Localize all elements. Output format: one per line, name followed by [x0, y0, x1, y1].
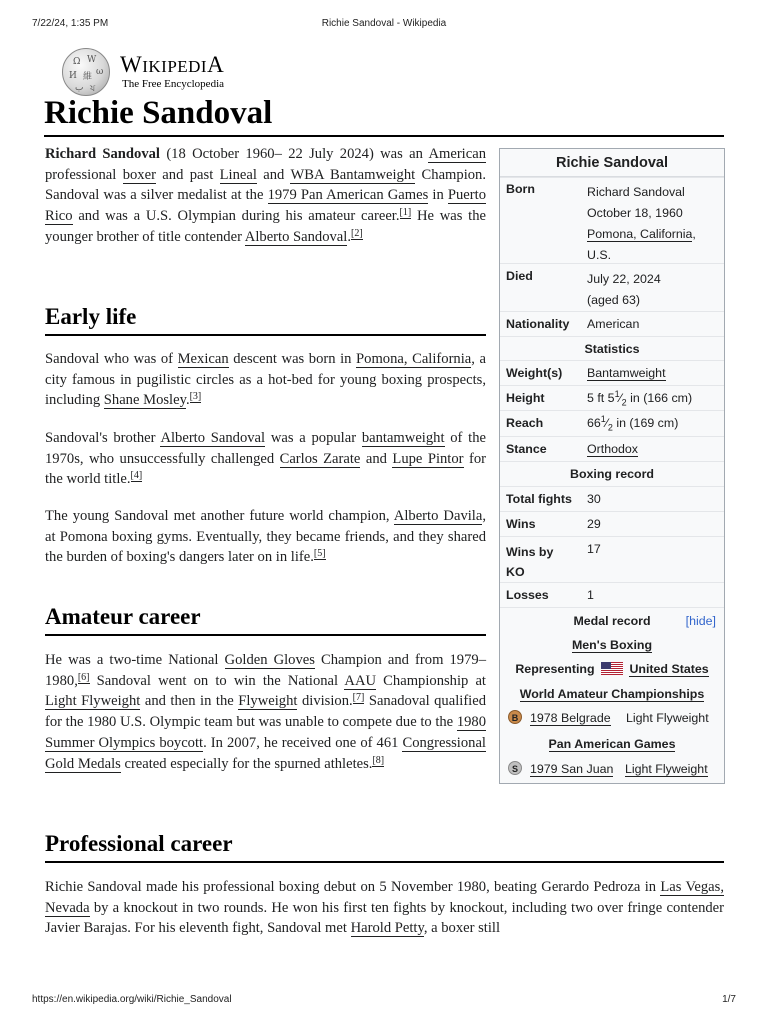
link-pan-american-games[interactable]: Pan American Games: [548, 737, 676, 751]
link-boxer[interactable]: boxer: [122, 166, 156, 183]
heading-professional-career: Professional career: [45, 831, 233, 856]
title-divider: [44, 135, 724, 137]
puzzle-globe-icon: Ω W И 維 ω ب য: [62, 48, 110, 96]
link-light-flyweight[interactable]: Light Flyweight: [45, 693, 141, 710]
infobox-title: Richie Sandoval: [500, 149, 724, 177]
link-bantamweight[interactable]: bantamweight: [361, 430, 445, 446]
ref-2[interactable]: [2]: [351, 227, 363, 239]
link-lineal[interactable]: Lineal: [219, 166, 257, 183]
early-life-paragraph-3: The young Sandoval met another future world champion, Alberto Davila, at Pomona boxing gyms. Eventually, they became friends, and they shared the burden of boxing's dangers later on in life.[5]: [45, 508, 486, 566]
link-mexican[interactable]: Mexican: [177, 351, 229, 367]
us-flag-icon: [601, 662, 623, 675]
early-life-paragraph-1: Sandoval who was of Mexican descent was born in Pomona, California, a city famous in pugilistic circles as a hot-bed for young boxing prospects, including Shane Mosley.[3]: [45, 351, 486, 409]
heading-amateur-career: Amateur career: [45, 604, 201, 629]
infobox-row-weight: Weight(s) Bantamweight: [500, 360, 724, 385]
medal-row-pag: [500, 756, 724, 782]
infobox: [499, 148, 725, 784]
link-mens-boxing[interactable]: Men's Boxing: [571, 638, 653, 652]
link-harold-petty[interactable]: Harold Petty: [350, 920, 424, 937]
print-header: [32, 18, 736, 32]
link-congressional-gold-medals[interactable]: Congressional Gold Medals: [45, 734, 486, 772]
infobox-medal-header: Medal record [hide]: [500, 607, 724, 633]
link-infobox-pomona[interactable]: Pomona, California: [587, 227, 693, 241]
infobox-row-losses: Losses 1: [500, 582, 724, 607]
print-footer: [32, 994, 736, 1005]
infobox-row-wins: Wins 29: [500, 511, 724, 536]
heading-early-life: Early life: [45, 304, 137, 329]
ref-8[interactable]: [8]: [372, 754, 385, 766]
professional-divider: [45, 861, 724, 863]
infobox-row-born: Born Richard Sandoval October 18, 1960 Pomona, California, U.S.: [500, 177, 724, 263]
link-pomona-california[interactable]: Pomona, California: [356, 351, 472, 367]
hide-medal-record-button[interactable]: [hide]: [685, 614, 716, 628]
professional-paragraph: Richie Sandoval made his professional boxing debut on 5 November 1980, beating Gerardo Pedroza in Las Vegas, Nevada by a knockout in two rounds. He won his first ten fights by knockout, including two over fringe contender Javier Barajas. For his eleventh fight, Sandoval met Harold Petty, a boxer still: [45, 879, 724, 937]
intro-paragraph: Richard Sandoval (18 October 1960– 22 July 2024) was an American professional boxer and past Lineal and WBA Bantamweight Champion. Sandoval was a silver medalist at the 1979 Pan American Games in Puerto Rico and was a U.S. Olympian during his amateur career.[1] He was the younger brother of title contender Alberto Sandoval.[2]: [45, 146, 486, 245]
wikipedia-wordmark: WIKIPEDIA: [120, 52, 225, 77]
infobox-record-header: Boxing record: [500, 461, 724, 486]
link-infobox-orthodox[interactable]: Orthodox: [587, 442, 638, 456]
link-1980-olympics-boycott[interactable]: 1980 Summer Olympics boycott: [45, 714, 486, 751]
medal-representing: Representing United States: [515, 662, 709, 676]
silver-medal-icon: S: [508, 761, 522, 775]
link-pag-light-flyweight[interactable]: Light Flyweight: [625, 762, 708, 776]
infobox-row-died: Died July 22, 2024 (aged 63): [500, 263, 724, 311]
link-carlos-zarate[interactable]: Carlos Zarate: [279, 450, 361, 467]
ref-4[interactable]: [4]: [130, 470, 143, 482]
link-alberto-sandoval[interactable]: Alberto Sandoval: [244, 228, 348, 245]
page-title: Richie Sandoval: [44, 95, 273, 131]
link-world-amateur-championships[interactable]: World Amateur Championships: [519, 687, 705, 701]
link-golden-gloves[interactable]: Golden Gloves: [224, 652, 315, 668]
link-1979-san-juan[interactable]: 1979 San Juan: [530, 762, 614, 776]
link-infobox-bantamweight[interactable]: Bantamweight: [587, 366, 666, 380]
amateur-divider: [45, 634, 486, 636]
ref-6[interactable]: [6]: [77, 671, 90, 683]
link-las-vegas-nevada[interactable]: Las Vegas, Nevada: [45, 879, 724, 916]
link-lupe-pintor[interactable]: Lupe Pintor: [392, 450, 464, 467]
infobox-row-reach: Reach $66^1⁄_2$ in (169 cm): [500, 410, 724, 436]
link-wba-bantamweight[interactable]: WBA Bantamweight: [290, 166, 416, 183]
ref-7[interactable]: [7]: [352, 692, 365, 704]
ref-5[interactable]: [5]: [313, 548, 326, 560]
link-american[interactable]: American: [428, 146, 486, 162]
print-url: https://en.wikipedia.org/wiki/Richie_Sandoval: [32, 994, 232, 1005]
print-page-number: 1/7: [722, 994, 736, 1005]
medal-competition-wac: [500, 682, 724, 706]
infobox-row-height: Height 5 ft $5^1⁄_2$ in (166 cm): [500, 385, 724, 410]
infobox-row-nationality: Nationality American: [500, 311, 724, 336]
medal-row-wac: B 1978 Belgrade Light Flyweight: [500, 706, 724, 730]
link-united-states[interactable]: United States: [629, 662, 709, 676]
medal-competition-pag: [500, 732, 724, 756]
bronze-medal-icon: B: [508, 710, 522, 724]
ref-3[interactable]: [3]: [189, 391, 202, 403]
ref-1[interactable]: [1]: [399, 207, 412, 219]
medal-sport: [500, 633, 724, 657]
link-shane-mosley[interactable]: Shane Mosley: [103, 392, 186, 409]
infobox-row-total-fights: Total fights 30: [500, 486, 724, 511]
link-flyweight[interactable]: Flyweight: [238, 693, 298, 710]
infobox-row-wins-by-ko: Wins by KO 17: [500, 536, 724, 582]
amateur-paragraph: He was a two-time National Golden Gloves Champion and from 1979–1980,[6] Sandoval went on to win the National AAU Championship at Light Flyweight and then in the Flyweight division.[7] Sanadoval qualified for the 1980 U.S. Olympic team but was unable to compete due to the 1980 Summer Olympics boycott. In 2007, he received one of 461 Congressional Gold Medals created especially for the spurned athletes.[8]: [45, 652, 487, 772]
wikipedia-tagline: The Free Encyclopedia: [122, 78, 225, 90]
early-life-paragraph-2: Sandoval's brother Alberto Sandoval was a popular bantamweight of the 1970s, who unsuccessfully challenged Carlos Zarate and Lupe Pintor for the world title.[4]: [45, 430, 487, 488]
link-aau[interactable]: AAU: [344, 672, 377, 689]
early-life-divider: [45, 334, 486, 336]
wikipedia-logo[interactable]: [62, 46, 262, 96]
print-page-title: Richie Sandoval - Wikipedia: [321, 18, 447, 29]
link-puerto-rico[interactable]: Puerto Rico: [45, 187, 486, 225]
link-alberto-sandoval-2[interactable]: Alberto Sandoval: [160, 430, 266, 446]
link-1978-belgrade[interactable]: 1978 Belgrade: [530, 711, 611, 725]
link-1979-pan-american-games[interactable]: 1979 Pan American Games: [267, 187, 429, 204]
infobox-row-stance: Stance Orthodox: [500, 436, 724, 461]
print-datetime: 7/22/24, 1:35 PM: [32, 18, 109, 29]
infobox-statistics-header: Statistics: [500, 336, 724, 360]
link-alberto-davila[interactable]: Alberto Davila: [393, 508, 483, 524]
